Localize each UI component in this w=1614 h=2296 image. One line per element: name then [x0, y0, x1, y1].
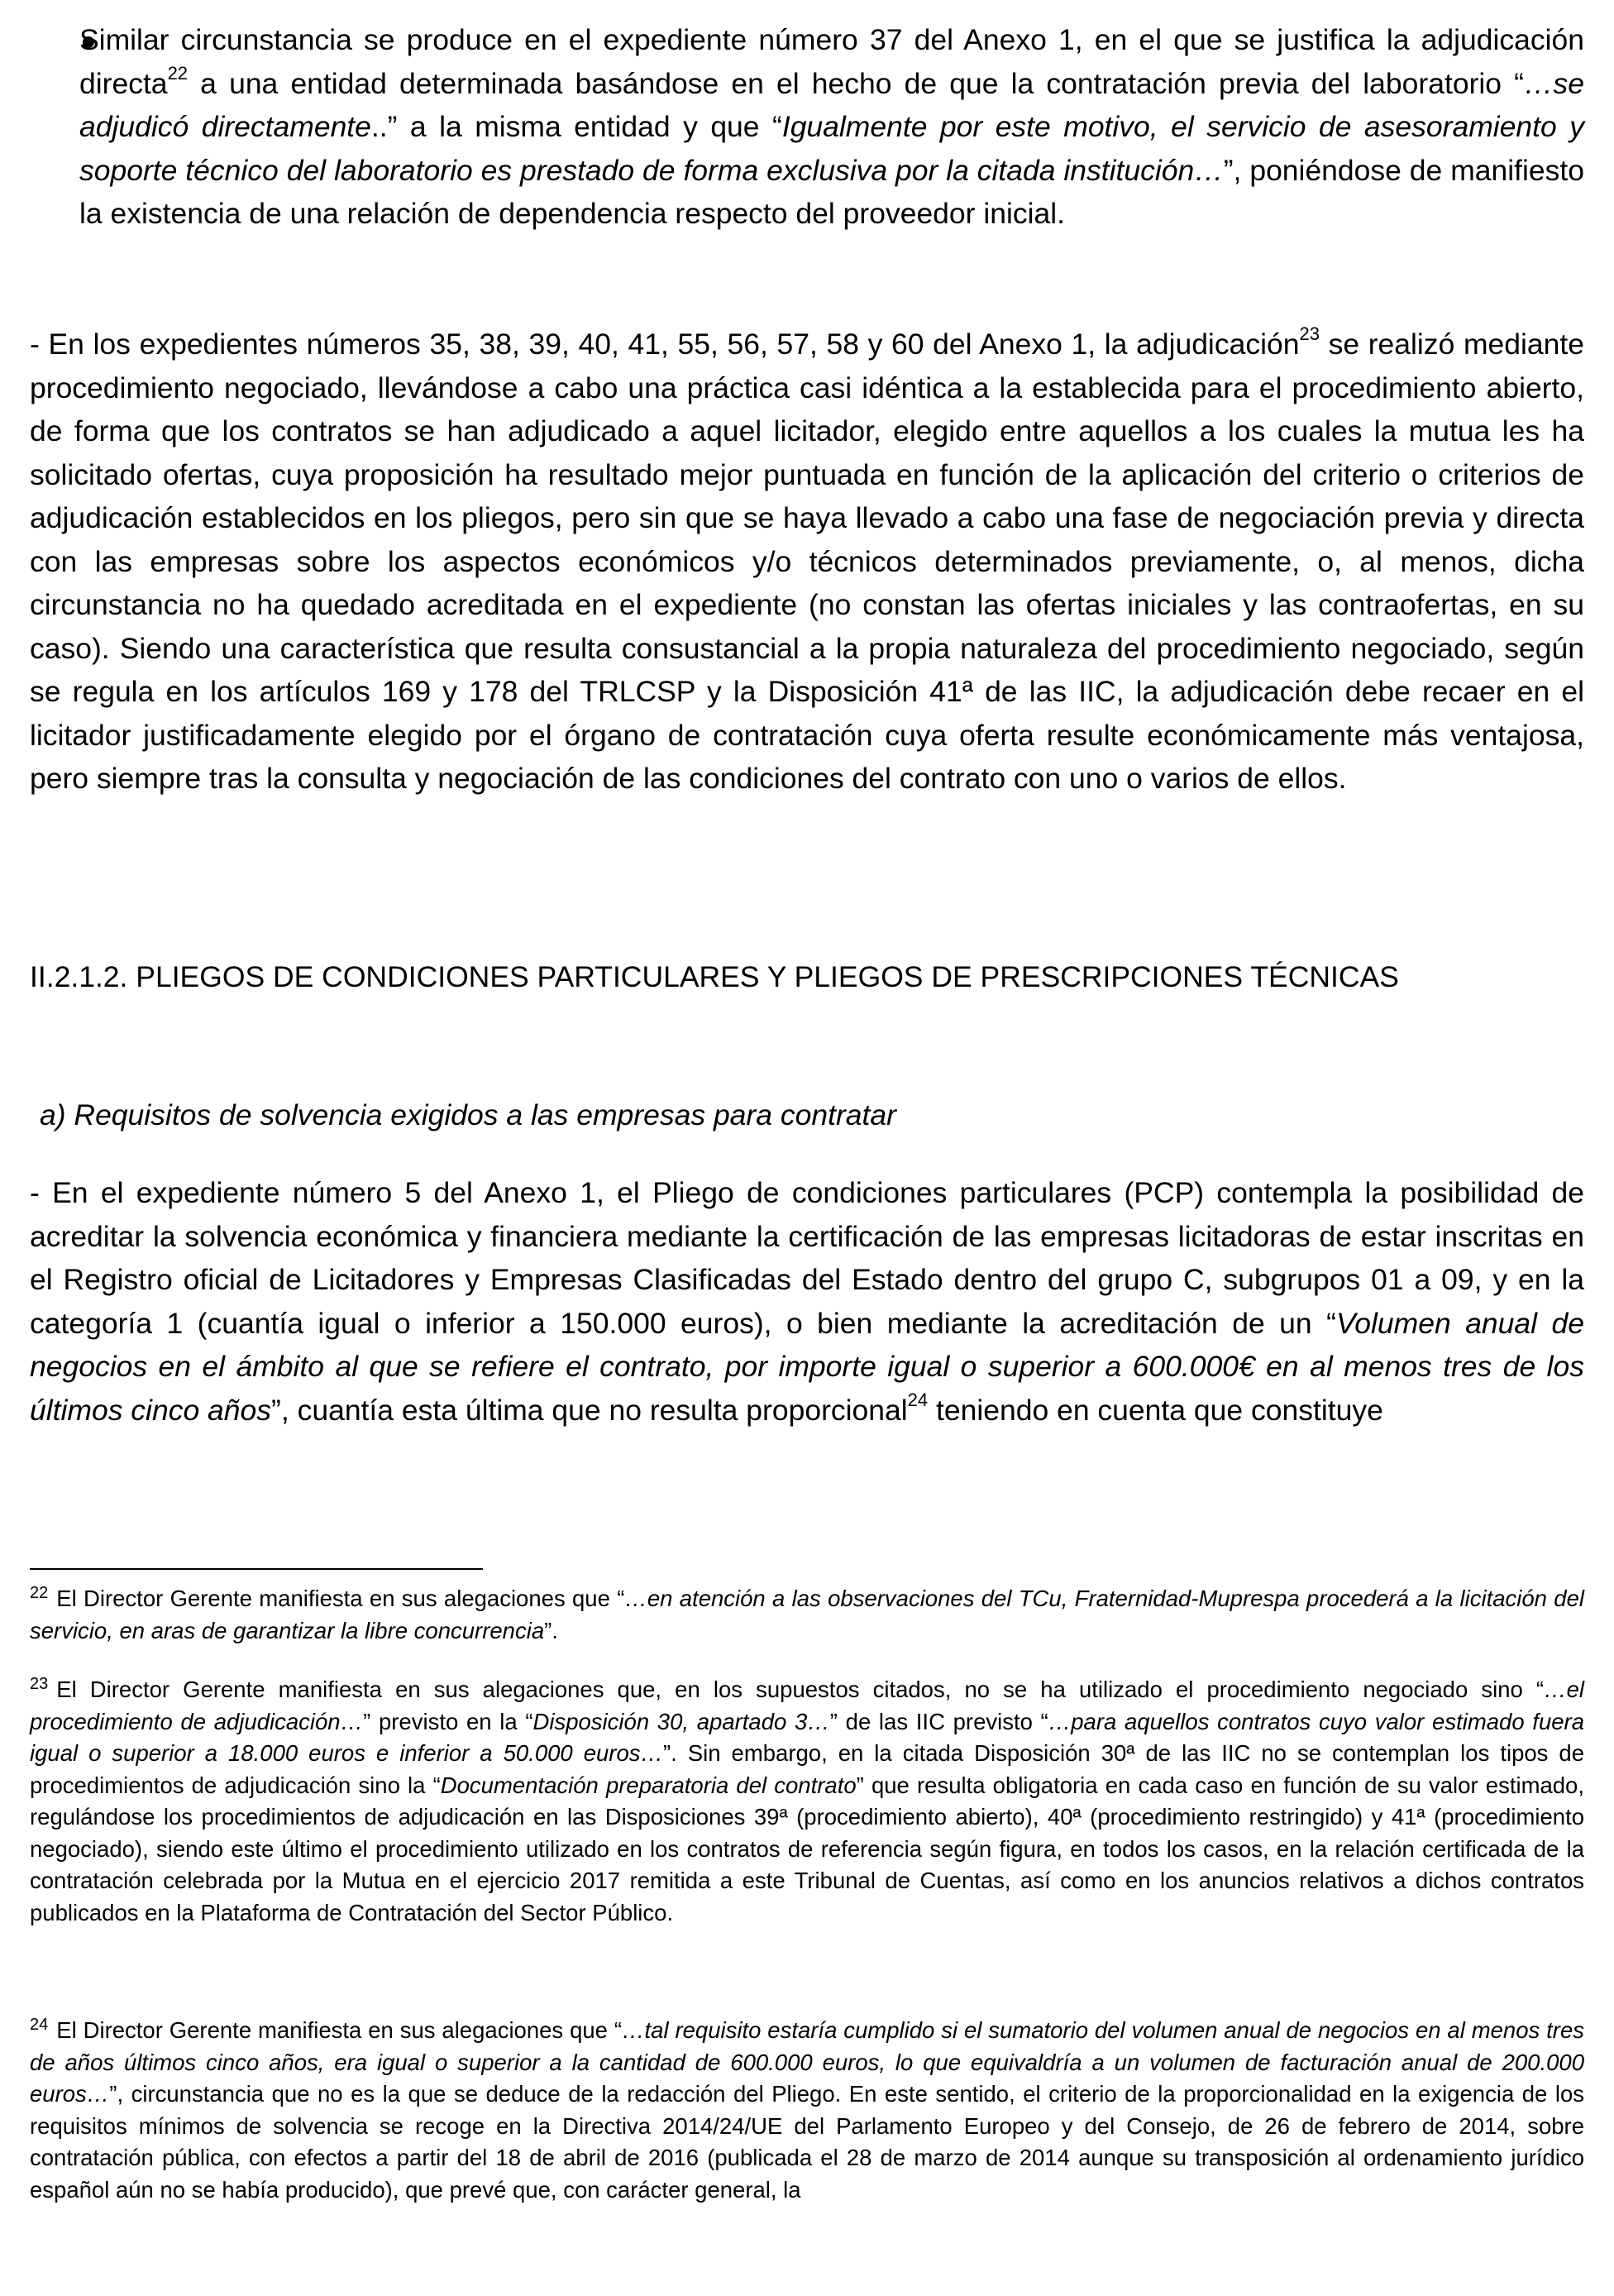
footnote-23: $^{23}$ El Director Gerente manifiesta en sus alegaciones que, en los supuestos citados, no se ha utilizado el procedimiento negociado sino “…el procedimiento de adjudicación…” previsto en la “Disposición 30, apartado 3…” de las IIC previsto “…para aquellos contratos cuyo valor estimado fuera igual o superior a 18.000 euros e inferior a 50.000 euros…”. Sin embargo, en la citada Disposición 30ª de las IIC no se contemplan los tipos de procedimientos de adjudicación sino la “Documentación preparatoria del contrato” que resulta obligatoria en cada caso en función de su valor estimado, regulándose los procedimientos de adjudicación en las Disposiciones 39ª (procedimiento abierto), 40ª (procedimiento restringido) y 41ª (procedimiento negociado), siendo este último el procedimiento utilizado en los contratos de referencia según figura, en todos los casos, en la relación certificada de la contratación celebrada por la Mutua en el ejercicio 2017 remitida a este Tribunal de Cuentas, así como en los anuncios relativos a dichos contratos publicados en la Plataforma de Contratación del Sector Público. [30, 1674, 1584, 1925]
footnote-ref-22[interactable]: 22 [167, 62, 189, 84]
paragraph-negotiated-procedure: - En los expedientes números 35, 38, 39, 40, 41, 55, 56, 57, 58 y 60 del Anexo 1, la adjudicación$^{23}$ se realizó mediante procedimiento negociado, llevándose a cabo una práctica casi idéntica a la establecida para el procedimiento abierto, de forma que los contratos se han adjudicado a aquel licitador, elegido entre aquellos a los cuales la mutua les ha solicitado ofertas, cuya proposición ha resultado mejor puntuada en función de la aplicación del criterio o criterios de adjudicación establecidos en los pliegos, pero sin que se haya llevado a cabo una fase de negociación previa y directa con las empresas sobre los aspectos económicos y/o técnicos determinados previamente, o, al menos, dicha circunstancia no ha quedado acreditada en el expediente (no constan las ofertas iniciales y las contraofertas, en su caso). Siendo una característica que resulta consustancial a la propia naturaleza del procedimiento negociado, según se regula en los artículos 169 y 178 del TRLCSP y la Disposición 41ª de las IIC, la adjudicación debe recaer en el licitador justificadamente elegido por el órgano de contratación cuya oferta resulte económicamente más ventajosa, pero siempre tras la consulta y negociación de las condiciones del contrato con uno o varios de ellos. [30, 323, 1585, 795]
footnote-24: $^{24}$ El Director Gerente manifiesta en sus alegaciones que “…tal requisito estaría cumplido si el sumatorio del volumen anual de negocios en al menos tres de años últimos cinco años, era igual o superior a la cantidad de 600.000 euros, lo que equivaldría a un volumen de facturación anual de 200.000 euros…”, circunstancia que no es la que se deduce de la redacción del Pliego. En este sentido, el criterio de la proporcionalidad en la exigencia de los requisitos mínimos de solvencia se recoge en la Directiva 2014/24/UE del Parlamento Europeo y del Consejo, de 26 de febrero de 2014, sobre contratación pública, con efectos a partir del 18 de abril de 2016 (publicada el 28 de marzo de 2014 aunque su transposición al ordenamiento jurídico español aún no se había producido), que prevé que, con carácter general, la [30, 2015, 1584, 2203]
bullet-paragraph: Similar circunstancia se produce en el expediente número 37 del Anexo 1, en el que se justifica la adjudicación directa$^{22}$ a una entidad determinada basándose en el hecho de que la contratación previa del laboratorio “…se adjudicó directamente..” a la misma entidad y que “Igualmente por este motivo, el servicio de asesoramiento y soporte técnico del laboratorio es prestado de forma exclusiva por la citada institución…”, poniéndose de manifiesto la existencia de una relación de dependencia respecto del proveedor inicial. [79, 23, 1584, 230]
footnote-ref-23[interactable]: 23 [1299, 323, 1320, 345]
footnote-ref-24[interactable]: 24 [907, 1389, 929, 1410]
paragraph-solvency: - En el expediente número 5 del Anexo 1, el Pliego de condiciones particulares (PCP) contempla la posibilidad de acreditar la solvencia económica y financiera mediante la certificación de las empresas licitadoras de estar inscritas en el Registro oficial de Licitadores y Empresas Clasificadas del Estado dentro del grupo C, subgrupos 01 a 09, y en la categoría 1 (cuantía igual o inferior a 150.000 euros), o bien mediante la acreditación de un “Volumen anual de negocios en el ámbito al que se refiere el contrato, por importe igual o superior a 600.000€ en al menos tres de los últimos cinco años”, cuantía esta última que no resulta proporcional$^{24}$ teniendo en cuenta que constituye [30, 1176, 1584, 1427]
subsection-heading: a) Requisitos de solvencia exigidos a las empresas para contratar [40, 1098, 896, 1131]
footnote-22: $^{22}$ El Director Gerente manifiesta en sus alegaciones que “…en atención a las observaciones del TCu, Fraternidad-Muprespa procederá a la licitación del servicio, en aras de garantizar la libre concurrencia”. [30, 1583, 1584, 1643]
section-heading: II.2.1.2. PLIEGOS DE CONDICIONES PARTICULARES Y PLIEGOS DE PRESCRIPCIONES TÉCNICAS [30, 960, 1399, 993]
footnote-separator [30, 1568, 483, 1570]
